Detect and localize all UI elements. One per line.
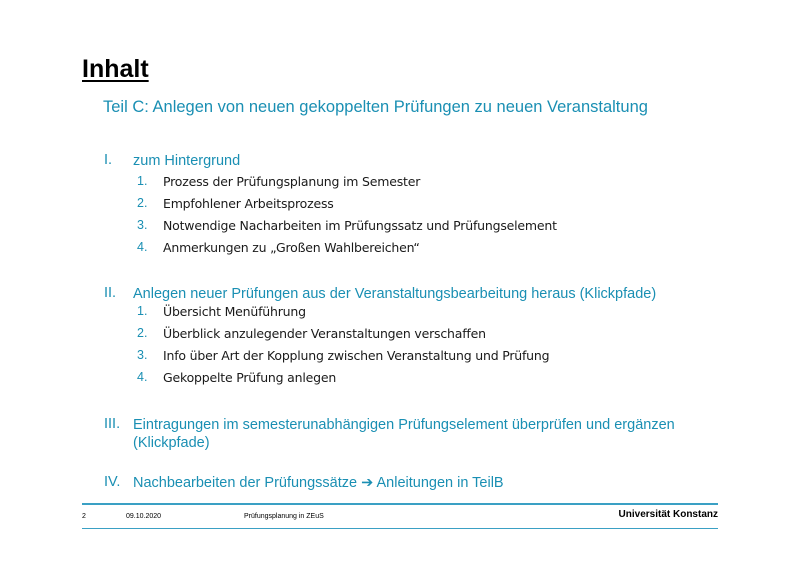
section-title: Anlegen neuer Prüfungen aus der Veranstaltungsbearbeitung heraus (Klickpfade) xyxy=(133,286,657,302)
footer-rule-top xyxy=(82,503,718,505)
subtitle: Teil C: Anlegen von neuen gekoppelten Prüfungen zu neuen Veranstaltung xyxy=(103,98,648,116)
list-item: Übersicht Menüführung xyxy=(163,304,306,319)
section-numeral: IV. xyxy=(104,474,121,490)
list-item-number: 4. xyxy=(137,370,148,384)
section-numeral: I. xyxy=(104,152,113,168)
list-item: Info über Art der Kopplung zwischen Veranstaltung und Prüfung xyxy=(163,348,550,363)
list-item: Überblick anzulegender Veranstaltungen verschaffen xyxy=(163,326,486,341)
list-item-number: 2. xyxy=(137,326,148,340)
list-item-number: 1. xyxy=(137,174,148,188)
footer-date: 09.10.2020 xyxy=(126,513,162,520)
list-item-number: 4. xyxy=(137,240,148,254)
list-item-number: 2. xyxy=(137,196,148,210)
section-numeral: II. xyxy=(104,285,117,301)
section-title: zum Hintergrund xyxy=(133,153,241,169)
section-title: Nachbearbeiten der Prüfungssätze ➔ Anleitungen in TeilB xyxy=(133,475,504,491)
page-number: 2 xyxy=(82,513,86,520)
list-item-number: 3. xyxy=(137,348,148,362)
list-item-number: 3. xyxy=(137,218,148,232)
section-numeral: III. xyxy=(104,416,121,432)
list-item: Prozess der Prüfungsplanung im Semester xyxy=(163,174,421,189)
list-item-number: 1. xyxy=(137,304,148,318)
list-item: Empfohlener Arbeitsprozess xyxy=(163,196,334,211)
list-item: Anmerkungen zu „Großen Wahlbereichen“ xyxy=(163,240,420,255)
footer-rule-bottom xyxy=(82,528,718,529)
footer-topic: Prüfungsplanung in ZEuS xyxy=(244,513,324,520)
page-title: Inhalt xyxy=(82,55,149,83)
list-item: Gekoppelte Prüfung anlegen xyxy=(163,370,337,385)
section-title-continued: (Klickpfade) xyxy=(133,435,210,451)
list-item: Notwendige Nacharbeiten im Prüfungssatz und Prüfungselement xyxy=(163,218,557,233)
institution-logo-text: Universität Konstanz xyxy=(618,509,718,520)
section-title: Eintragungen im semesterunabhängigen Prüfungselement überprüfen und ergänzen xyxy=(133,417,675,433)
